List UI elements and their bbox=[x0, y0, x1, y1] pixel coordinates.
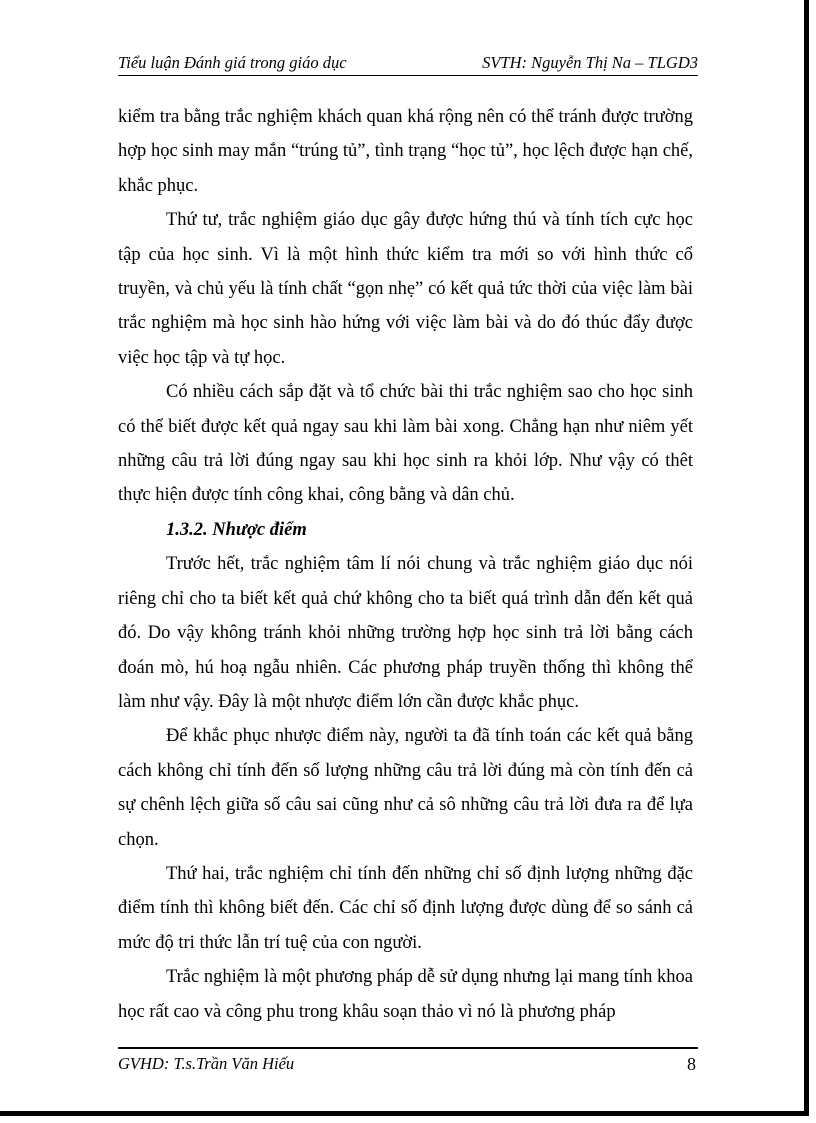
footer-advisor: GVHD: T.s.Trần Văn Hiếu bbox=[118, 1054, 295, 1073]
page-header bbox=[118, 50, 698, 76]
section-heading-disadvantages: 1.3.2. Nhược điểm bbox=[166, 519, 307, 540]
paragraph-method-nature: Trắc nghiệm là một phương pháp dễ sử dụng nhưng lại mang tính khoa học rất cao và công phu trong khâu soạn thảo vì nó là phương pháp bbox=[118, 967, 693, 1022]
page-number: 8 bbox=[687, 1053, 696, 1074]
paragraph-first-disadvantage: Trước hết, trắc nghiệm tâm lí nói chung và trắc nghiệm giáo dục nói riêng chỉ cho ta biết kết quả chứ không cho ta biết quá trình dẫn đến kết quả đó. Do vậy không tránh khỏi những trường hợp học sinh trả lời bằng cách đoán mò, hú hoạ ngẫu nhiên. Các phương pháp truyền thống thì không thể làm như vậy. Đây là một nhược điểm lớn cần được khắc phục. bbox=[118, 554, 693, 712]
paragraph-fourth-advantage: Thứ tư, trắc nghiệm giáo dục gây được hứng thú và tính tích cực học tập của học sinh. Vì là một hình thức kiểm tra mới so với hình thức cổ truyền, và chủ yếu là tính chất “gọn nhẹ” có kết quả tức thời của việc làm bài trắc nghiệm mà học sinh hào hứng với việc làm bài và do đó thúc đẩy được việc học tập và tự học. bbox=[118, 210, 693, 368]
paragraph-remedy: Để khắc phục nhược điểm này, người ta đã tính toán các kết quả bằng cách không chỉ tính đến số lượng những câu trả lời đúng mà còn tính đến cả sự chênh lệch giữa số câu sai cũng như cả sô những câu trả lời đưa ra để lựa chọn. bbox=[118, 726, 693, 850]
page-body bbox=[118, 100, 693, 1029]
paragraph-continued: kiểm tra bằng trắc nghiệm khách quan khá rộng nên có thể tránh được trường hợp học sinh may mắn “trúng tủ”, tình trạng “học tủ”, học lệch được hạn chế, khắc phục. bbox=[118, 107, 693, 196]
page-footer bbox=[118, 1047, 698, 1079]
paragraph-second-disadvantage: Thứ hai, trắc nghiệm chỉ tính đến những chỉ số định lượng những đặc điểm tính thì không biết đến. Các chỉ số định lượng được dùng để so sánh cả mức độ tri thức lẫn trí tuệ của con người. bbox=[118, 863, 693, 953]
header-document-title: Tiểu luận Đánh giá trong giáo dục bbox=[118, 53, 347, 72]
paragraph-arrangement: Có nhiều cách sắp đặt và tổ chức bài thi trắc nghiệm sao cho học sinh có thể biết được kết quả ngay sau khi làm bài xong. Chẳng hạn như niêm yết những câu trả lời đúng ngay sau khi học sinh ra khỏi lớp. Như vậy có thêt thực hiện được tính công khai, công bằng và dân chủ. bbox=[118, 382, 693, 506]
header-student-name: SVTH: Nguyễn Thị Na – TLGD3 bbox=[482, 53, 698, 72]
